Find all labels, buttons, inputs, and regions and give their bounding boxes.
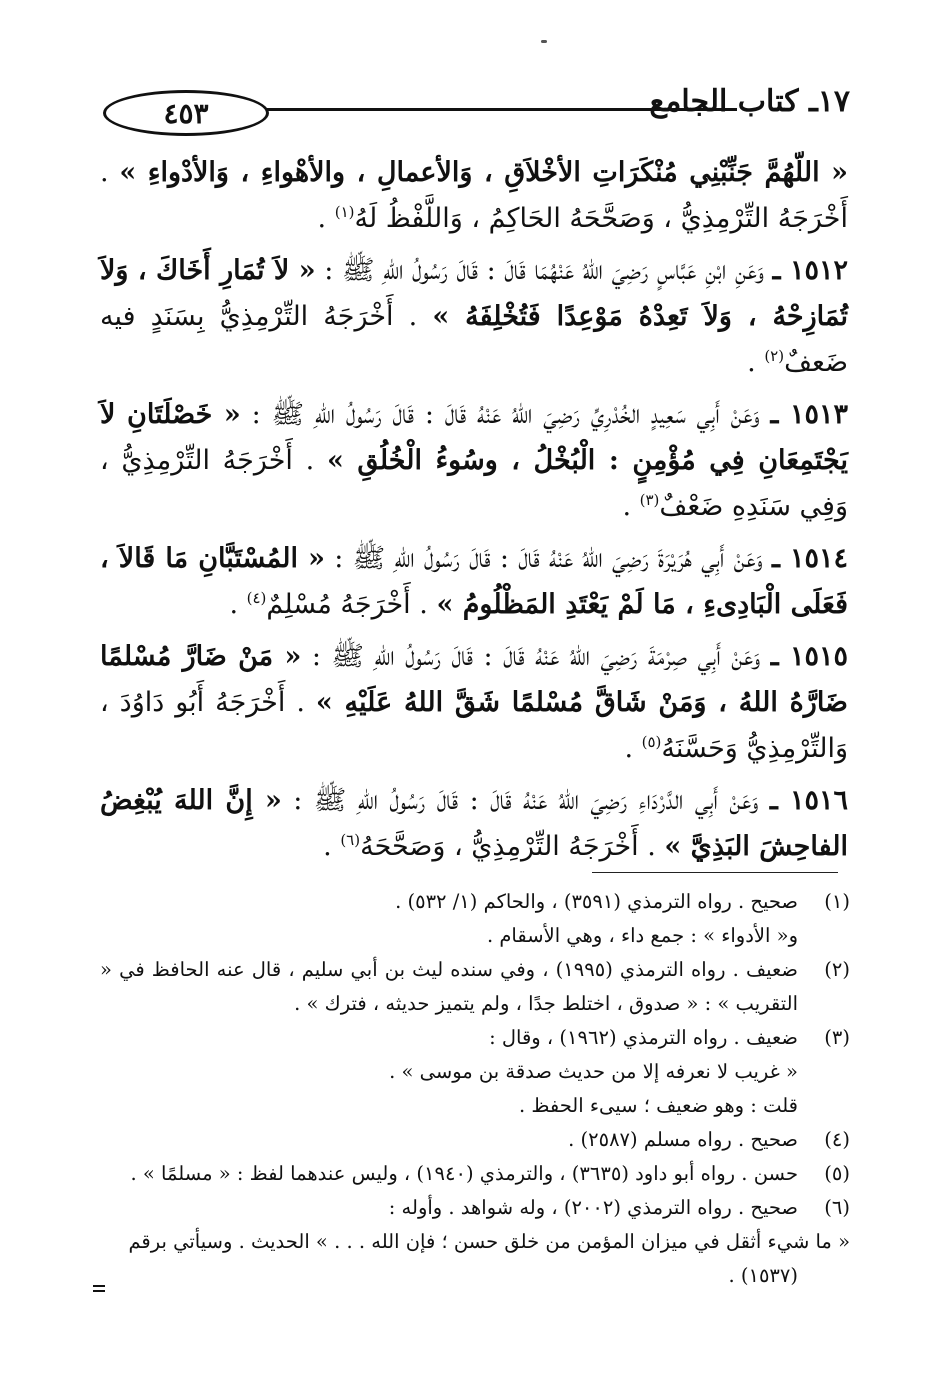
hadith-narration: وَعَنْ أَبِي صِرْمَةَ رَضِيَ اللهُ عَنْهُ قَالَ : قَالَ رَسُولُ اللهِ ﷺ :	[301, 641, 771, 672]
footnote-item	[100, 953, 850, 1021]
footnote-continuation: قلت : وهو ضعيف ؛ سيىء الحفظ .	[518, 1094, 798, 1117]
footnote-ref[interactable]: (٥)	[641, 733, 662, 751]
footnote-text: حسن . رواه أبو داود (٣٦٣٥) ، والترمذي (١٩٤٠) ، وليس عندهما لفظ : « مسلمًا » .	[130, 1162, 798, 1185]
hadith-source: . أَخْرَجَهُ التِّرْمِذِيُّ بِسَنَدٍ فيه ضَعفٌ	[100, 301, 848, 378]
hadith-quote: « إِنَّ اللهَ يُبْغِضُ الفاحِشَ البَذِيَّ »	[100, 785, 848, 862]
hadith-source: . أَخْرَجَهُ أَبُو دَاوُدَ ، وَالتِّرْمِذِيُّ وَحَسَّنَهُ	[100, 687, 848, 764]
hadith-paragraph	[100, 248, 848, 386]
footnote-number: (٦)	[824, 1196, 850, 1219]
footnotes	[100, 885, 850, 1293]
footnote-ref[interactable]: (٤)	[246, 589, 267, 607]
scan-speck	[541, 40, 547, 43]
footnote-ref[interactable]: (٦)	[340, 831, 361, 849]
hadith-narration: وَعَنْ أَبِي هُرَيْرَةَ رَضِيَ اللهُ عَنْهُ قَالَ : قَالَ رَسُولُ اللهِ ﷺ :	[324, 543, 772, 574]
hadith-quote: « خَصْلَتَانِ لاَ يَجْتَمِعَانِ فِي مُؤْمِنٍ : الْبُخْلُ ، وسُوءُ الْخُلُقِ »	[100, 399, 848, 476]
hadith-paragraph	[100, 392, 848, 530]
footnote-text: ضعيف . رواه الترمذي (١٩٩٥) ، وفي سنده ليث بن أبي سليم ، قال عنه الحافظ في « التقريب » : « صدوق ، اختلط جدًا ، ولم يتميز حديثه ، فترك » .	[100, 958, 798, 1015]
hadith-quote: « المُسْتَبَّانِ مَا قَالاَ ، فَعَلَى الْبَادِىءِ ، مَا لَمْ يَعْتَدِ المَظْلُومُ »	[100, 543, 848, 620]
footnote-continuation: « غريب لا نعرفه إلا من حديث صدقة بن موسى » .	[389, 1060, 798, 1083]
footnote-separator	[592, 872, 838, 873]
page-number-oval	[103, 90, 269, 136]
hadith-source: . أَخْرَجَهُ التِّرْمِذِيُّ ، وَصَحَّحَهُ	[360, 831, 665, 862]
page-end-mark	[93, 1284, 105, 1294]
footnote-continuation: (١٥٣٧) .	[728, 1264, 798, 1287]
footnote-number: (٥)	[824, 1162, 850, 1185]
page-number: ٤٥٣	[163, 96, 209, 130]
footnote-item	[100, 1123, 850, 1157]
sentence-end: .	[747, 347, 765, 378]
hadith-narration: وَعَنِ ابْنِ عَبَّاسٍ رَضِيَ اللهُ عَنْهُمَا قَالَ : قَالَ رَسُولُ اللهِ ﷺ :	[315, 255, 773, 286]
hadith-source: . أَخْرَجَهُ التِّرْمِذِيُّ ، وَفِي سَنَدِهِ ضَعْفٌ	[100, 445, 848, 522]
footnote-continuation: « ما شيء أثقل في ميزان المؤمن من خلق حسن ؛ فإن الله . . . » الحديث . وسيأتي برقم	[128, 1230, 850, 1253]
hadith-quote: « مَنْ ضَارَّ مُسْلمًا ضَارَّهُ اللهُ ، وَمَنْ شَاقَّ مُسْلمًا شَقَّ اللهُ عَلَيْهِ »	[100, 641, 848, 718]
sentence-end: .	[229, 589, 247, 620]
footnote-ref[interactable]: (٢)	[764, 347, 785, 365]
hadith-narration: وَعَنْ أَبِي سَعِيدٍ الخُدْرِيِّ رَضِيَ اللهُ عَنْهُ قَالَ : قَالَ رَسُولُ اللهِ ﷺ :	[240, 399, 771, 430]
chapter-title: ١٧ـ كتاب الجامع	[649, 84, 850, 119]
sentence-end: .	[622, 491, 640, 522]
footnote-text: صحيح . رواه مسلم (٢٥٨٧) .	[568, 1128, 798, 1151]
footnote-number: (٤)	[824, 1128, 850, 1151]
footnote-item	[100, 1191, 850, 1225]
hadith-number: ١٥١٤ ـ	[771, 543, 848, 574]
sentence-end: .	[323, 831, 341, 862]
sentence-end: .	[624, 733, 642, 764]
hadith-paragraph	[100, 536, 848, 628]
footnote-text: صحيح . رواه الترمذي (٢٠٠٢) ، وله شواهد . وأوله :	[388, 1196, 798, 1219]
footnote-ref[interactable]: (٣)	[639, 491, 660, 509]
main-text	[100, 150, 848, 876]
hadith-quote: « اللّهُمَّ جَنِّبْنِي مُنْكَرَاتِ الأخْلاَقِ ، وَالأعمالِ ، والأهْواءِ ، وَالأدْواءِ »	[119, 157, 848, 188]
hadith-paragraph	[100, 150, 848, 242]
footnote-number: (١)	[824, 890, 850, 913]
hadith-number: ١٥١٣ ـ	[770, 399, 848, 430]
hadith-number: ١٥١٦ ـ	[769, 785, 848, 816]
footnote-item	[100, 1021, 850, 1055]
hadith-narration: وَعَنْ أَبِي الدَّرْدَاءِ رَضِيَ اللهُ عَنْهُ قَالَ : قَالَ رَسُولُ اللهِ ﷺ :	[281, 785, 770, 816]
footnote-number: (٣)	[824, 1026, 850, 1049]
hadith-paragraph	[100, 634, 848, 772]
footnote-ref[interactable]: (١)	[334, 203, 355, 221]
hadith-quote: « لاَ تُمَارِ أَخَاكَ ، وَلاَ تُمَازِحْهُ ، وَلاَ تَعِدْهُ مَوْعِدًا فَتُخْلِفَهُ »	[100, 255, 849, 332]
footnote-continuation: و« الأدواء » : جمع داء ، وهي الأسقام .	[486, 924, 798, 947]
sentence-end: .	[317, 203, 335, 234]
hadith-number: ١٥١٢ ـ	[772, 255, 848, 286]
footnote-text: صحيح . رواه الترمذي (٣٥٩١) ، والحاكم (١/ ٥٣٢) .	[395, 890, 798, 913]
hadith-number: ١٥١٥ ـ	[770, 641, 848, 672]
hadith-source: . أَخْرَجَهُ مُسْلِمٌ	[266, 589, 437, 620]
footnote-item	[100, 885, 850, 919]
hadith-paragraph	[100, 778, 848, 870]
footnote-text: ضعيف . رواه الترمذي (١٩٦٢) ، وقال :	[489, 1026, 798, 1049]
footnote-number: (٢)	[824, 958, 850, 981]
hadith-source: . أَخْرَجَهُ التِّرْمِذِيُّ ، وَصَحَّحَهُ الحَاكِمُ ، وَاللَّفْظُ لَهُ	[100, 157, 848, 234]
page-header	[95, 80, 850, 142]
footnote-item	[100, 1157, 850, 1191]
